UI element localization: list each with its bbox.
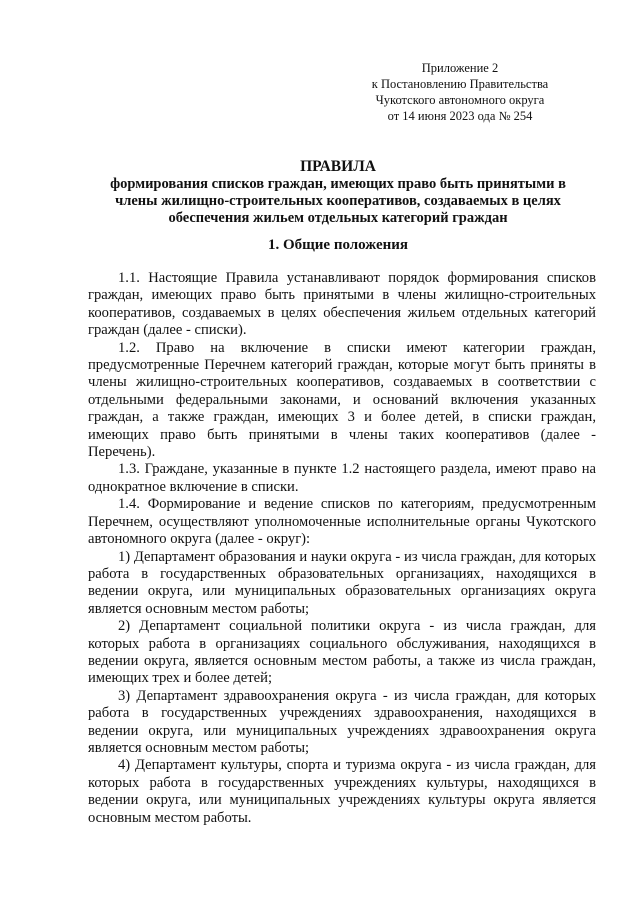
paragraph: 1.2. Право на включение в списки имеют категории граждан, предусмотренные Перечнем категорий граждан, которые могут быть приняты в члены жилищно-строительных кооперативов, создаваемых в соответствии с отдельными федеральными законами, и оснований включения указанных граждан, а также граждан, имеющих 3 и более детей, в списки граждан, имеющих право быть принятыми в члены таких кооперативов (далее - Перечень).: [88, 339, 596, 461]
document-title: [88, 158, 588, 227]
title-subtitle-line: члены жилищно-строительных кооперативов, создаваемых в целях: [115, 193, 561, 209]
appendix-line: Чукотского автономного округа: [375, 93, 545, 107]
appendix-line: Приложение 2: [421, 61, 499, 75]
title-subtitle-line: формирования списков граждан, имеющих право быть принятыми в: [110, 176, 566, 192]
appendix-block: [360, 60, 560, 124]
title-main: ПРАВИЛА: [300, 158, 376, 175]
list-item: 3) Департамент здравоохранения округа - из числа граждан, для которых работа в государственных учреждениях здравоохранения, находящихся в ведении округа, или муниципальных учреждениях здравоохранения округа является основным местом работы;: [88, 687, 596, 756]
appendix-line: от 14 июня 2023 ода № 254: [387, 109, 533, 123]
section-heading: 1. Общие положения: [267, 237, 409, 253]
paragraph: 1.1. Настоящие Правила устанавливают порядок формирования списков граждан, имеющих право быть принятыми в члены жилищно-строительных кооперативов, создаваемых в целях обеспечения жильем отдельных категорий граждан (далее - списки).: [88, 270, 596, 339]
paragraph: 1.4. Формирование и ведение списков по категориям, предусмотренным Перечнем, осуществляют уполномоченные исполнительные органы Чукотского автономного округа (далее - округ):: [88, 496, 596, 548]
list-item: 4) Департамент культуры, спорта и туризма округа - из числа граждан, для которых работа в государственных учреждениях культуры, находящихся в ведении округа, или муниципальных учреждениях культуры округа является основным местом работы.: [88, 757, 596, 826]
appendix-line: к Постановлению Правительства: [371, 77, 549, 91]
section-body: [88, 270, 596, 827]
paragraph: 1.3. Граждане, указанные в пункте 1.2 настоящего раздела, имеют право на однократное включение в списки.: [88, 461, 596, 495]
list-item: 1) Департамент образования и науки округа - из числа граждан, для которых работа в государственных образовательных организациях, находящихся в ведении округа, или муниципальных образовательных организациях округа является основным местом работы;: [88, 548, 596, 617]
title-subtitle-line: обеспечения жильем отдельных категорий граждан: [168, 210, 508, 226]
list-item: 2) Департамент социальной политики округа - из числа граждан, для которых работа в организациях социального обслуживания, находящихся в ведении округа, является основным местом работы, а также из числа граждан, имеющих трех и более детей;: [88, 618, 596, 687]
